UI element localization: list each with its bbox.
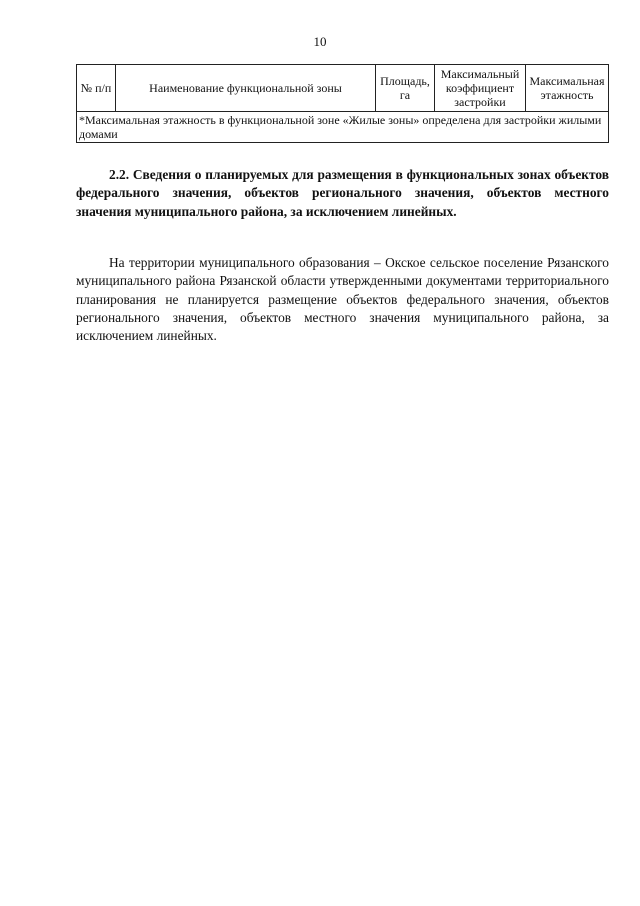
header-max-coefficient: Максимальный коэффициент застройки: [435, 65, 526, 112]
table-header-row: [77, 65, 609, 112]
body-paragraph: На территории муниципального образования – Окское сельское поселение Рязанского муниципального района Рязанской области утвержденными документами территориального планирования не планируется размещение объектов федерального значения, объектов регионального значения, объектов местного значения муниципального района, за исключением линейных.: [76, 255, 609, 344]
header-number: № п/п: [77, 65, 116, 112]
header-zone-name: Наименование функциональной зоны: [116, 65, 376, 112]
table-row: [77, 112, 609, 143]
section-heading: 2.2. Сведения о планируемых для размещения в функциональных зонах объектов федерального значения, объектов регионального значения, объектов местного значения муниципального района, за исключением линейных.: [76, 167, 609, 219]
functional-zones-table: [76, 64, 609, 143]
table-footnote: *Максимальная этажность в функциональной зоне «Жилые зоны» определена для застройки жилыми домами: [77, 112, 609, 143]
header-max-floors: Максимальная этажность: [526, 65, 609, 112]
page-number: 10: [313, 34, 327, 49]
header-area: Площадь, га: [376, 65, 435, 112]
